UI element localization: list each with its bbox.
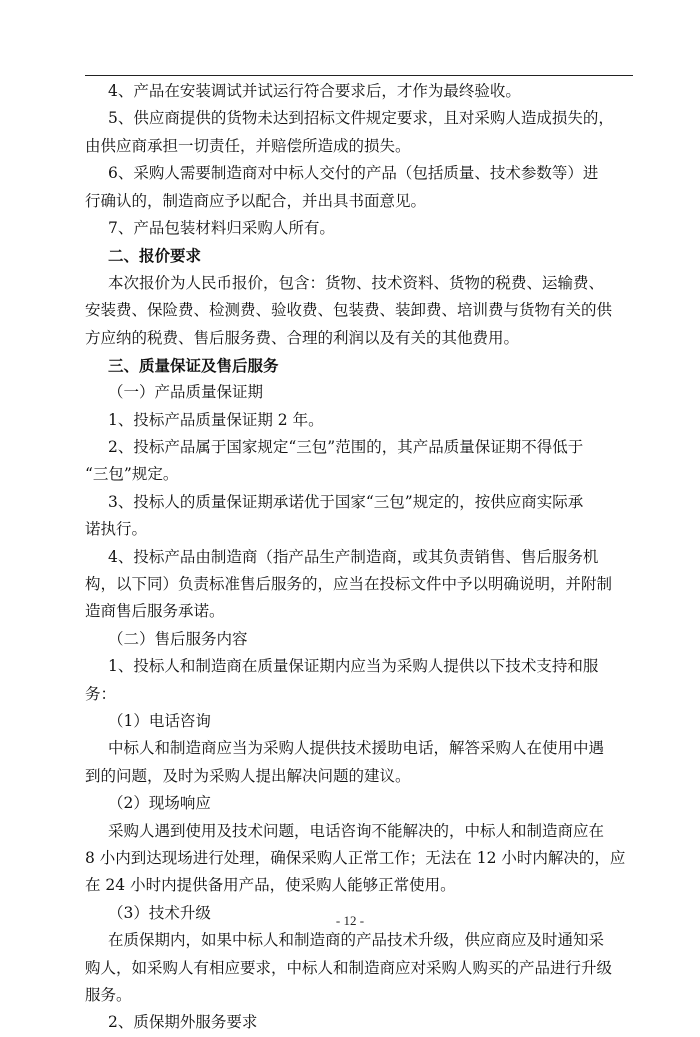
text-line: 造商售后服务承诺。 xyxy=(85,602,225,621)
text-line: “三包”规定。 xyxy=(85,465,179,484)
page-number: - 12 - xyxy=(335,913,365,928)
text-line: 4、投标产品由制造商（指产品生产制造商，或其负责销售、售后服务机 xyxy=(108,547,599,566)
text-line: 3、投标人的质量保证期承诺优于国家“三包”规定的，按供应商实际承 xyxy=(108,492,584,511)
text-line: 安装费、保险费、检测费、验收费、包装费、装卸费、培训费与货物有关的供 xyxy=(85,301,613,320)
text-line: 在 24 小时内提供备用产品，使采购人能够正常使用。 xyxy=(85,876,456,895)
text-line: 6、采购人需要制造商对中标人交付的产品（包括质量、技术参数等）进 xyxy=(108,164,599,183)
text-line: 在质保期内，如果中标人和制造商的产品技术升级，供应商应及时通知采 xyxy=(108,931,605,950)
text-line: 4、产品在安装调试并试运行符合要求后，才作为最终验收。 xyxy=(108,82,521,100)
text-line: 2、质保期外服务要求 xyxy=(108,1013,258,1032)
text-line: 服务。 xyxy=(85,985,132,1004)
text-line: 1、投标产品质量保证期 2 年。 xyxy=(108,410,324,429)
document-body xyxy=(85,78,633,1037)
text-line: 行确认的，制造商应予以配合，并出具书面意见。 xyxy=(85,191,427,210)
text-line: 中标人和制造商应当为采购人提供技术援助电话，解答采购人在使用中遇 xyxy=(108,739,605,758)
text-line: 1、投标人和制造商在质量保证期内应当为采购人提供以下技术支持和服 xyxy=(108,657,599,676)
text-line: 方应纳的税费、售后服务费、合理的利润以及有关的其他费用。 xyxy=(85,328,520,347)
text-line: 8 小内到达现场进行处理，确保采购人正常工作；无法在 12 小时内解决的，应 xyxy=(85,848,626,867)
text-line: 务： xyxy=(85,684,117,703)
text-line: 采购人遇到使用及技术问题，电话咨询不能解决的，中标人和制造商应在 xyxy=(108,821,605,840)
text-line: 2、投标产品属于国家规定“三包”范围的，其产品质量保证期不得低于 xyxy=(108,438,584,457)
item-heading: （1）电话咨询 xyxy=(108,711,211,730)
header-rule xyxy=(85,75,633,76)
text-line: 到的问题，及时为采购人提出解决问题的建议。 xyxy=(85,766,411,785)
text-line: 由供应商承担一切责任，并赔偿所造成的损失。 xyxy=(85,136,411,155)
subsection-heading: （二）售后服务内容 xyxy=(108,629,248,648)
text-line: 诺执行。 xyxy=(85,520,148,539)
item-heading: （3）技术升级 xyxy=(108,903,211,922)
item-heading: （2）现场响应 xyxy=(108,794,211,813)
section-heading: 二、报价要求 xyxy=(108,246,202,266)
text-line: 本次报价为人民币报价，包含：货物、技术资料、货物的税费、运输费、 xyxy=(108,273,605,292)
text-line: 构，以下同）负责标准售后服务的，应当在投标文件中予以明确说明，并附制 xyxy=(85,575,613,594)
text-line: 5、供应商提供的货物未达到招标文件规定要求，且对采购人造成损失的， xyxy=(108,109,614,128)
text-line: 购人，如采购人有相应要求，中标人和制造商应对采购人购买的产品进行升级 xyxy=(85,958,613,977)
text-line: 7、产品包装材料归采购人所有。 xyxy=(108,218,335,237)
subsection-heading: （一）产品质量保证期 xyxy=(108,383,264,402)
section-heading: 三、质量保证及售后服务 xyxy=(108,355,279,375)
